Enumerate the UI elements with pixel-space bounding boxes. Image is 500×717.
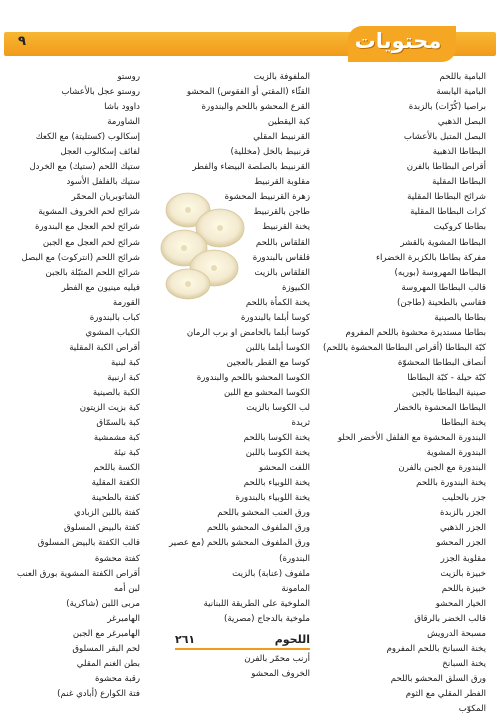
toc-entry: قلقاس بالبندورة: [252, 252, 310, 263]
toc-entry: يخنة البندورة باللحم: [416, 478, 486, 489]
toc-entry: كرات البطاطا المقلية: [410, 207, 486, 218]
toc-entry: جزر بالحليب: [442, 493, 486, 504]
toc-entry: زهرة القرنبيط المحشوة: [224, 192, 310, 203]
toc-entry: شرائح لحم العجل مع الجبن: [42, 237, 140, 248]
toc-entry: رقبة محشوة: [95, 673, 140, 684]
toc-entry: شرائح اللحم (انتركوت) مع البصل: [21, 252, 140, 263]
toc-entry: الكبيوزة: [281, 282, 310, 293]
toc-entry: لفائف إسكالوب العجل: [60, 147, 140, 158]
toc-entry: البصل الذهبي: [437, 117, 486, 128]
toc-entry: كفتة بالطحينة: [91, 493, 140, 504]
toc-entry: الكوسا أبلما باللبن: [245, 342, 310, 353]
toc-entry: كبة لبنية: [110, 357, 140, 368]
toc-entry: كفتة محشوة: [94, 553, 140, 564]
toc-entry: الجزر المحشو: [436, 538, 486, 549]
toc-entry: بطاطا بالصينية: [434, 312, 486, 323]
toc-entry: كفتة بالبيض المسلوق: [63, 523, 140, 534]
toc-entry: داوود باشا: [104, 102, 140, 113]
toc-entry: كبة نيئة: [113, 448, 140, 459]
toc-entry: البطاطا المقلية: [432, 177, 486, 188]
toc-entry: الكفتة المقلية: [91, 478, 140, 489]
toc-entry: ستيك بالفلفل الأسود: [66, 177, 140, 188]
toc-entry: القلقاس بالزيت: [254, 267, 310, 278]
toc-entry: كوسا أبلما بالحامض او برب الرمان: [186, 327, 310, 338]
banana-slices-image: [158, 190, 248, 300]
toc-entry: البندورة المحشوة مع الفلفل الأخضر الحلو: [337, 433, 486, 444]
toc-entry: ستيك اللحم (ستيك) مع الخردل: [29, 162, 140, 173]
toc-entry: ملفوف (عنابة) بالزيت: [232, 568, 310, 579]
toc-entry: روستو عجل بالأعشاب: [61, 87, 140, 98]
toc-entry: يخنة اللوبياء بالبندورة: [235, 493, 310, 504]
toc-entry: قالب الكفتة بالبيض المسلوق: [37, 538, 140, 549]
toc-entry: القورمة: [112, 297, 140, 308]
toc-entry: طاجن بالقرنبيط: [253, 207, 310, 218]
toc-column-left: [8, 70, 140, 702]
toc-column-right: [321, 70, 486, 717]
toc-entry: أقراص البطاطا بالفرن: [406, 162, 486, 173]
toc-entry: البامية اليابسة: [436, 87, 486, 98]
toc-entry: كفتة باللبن الزبادي: [73, 508, 140, 519]
toc-entry: البندورة المشوية: [426, 448, 486, 459]
toc-entry: البندورة مع الجبن بالفرن: [398, 463, 486, 474]
toc-entry: يخنة السبانخ باللحم المفروم: [386, 643, 486, 654]
toc-entry: الكوسا المحشو مع اللبن: [224, 387, 310, 398]
toc-entry: أرنب محمّر بالفرن: [244, 654, 310, 664]
toc-entry: ملوخية بالدجاج (مصرية): [224, 613, 310, 624]
section-title: اللحوم: [274, 633, 310, 646]
toc-entry: الخروف المحشو: [251, 669, 310, 680]
toc-entry: خبيزة باللحم: [441, 583, 486, 594]
toc-entry: البطاطا المشوية بالقشر: [400, 237, 486, 248]
toc-entry: يخنة الكوسا باللحم: [243, 433, 310, 444]
page-title: محتويات: [354, 29, 442, 53]
toc-entry: اللفت المحشو: [259, 463, 310, 474]
toc-entry: مقلوبة الجزر: [440, 553, 486, 564]
toc-entry: الجزر الذهبي: [440, 523, 486, 534]
toc-entry: كوسا أبلما بالبندورة: [240, 312, 310, 323]
section-rule: [175, 648, 310, 650]
toc-entry: البطاطا الذهبية: [432, 147, 486, 158]
toc-entry: شرائح البطاطا المقلية: [407, 192, 486, 203]
toc-entry: الهامبرغر مع الجبن: [72, 628, 140, 639]
toc-entry: ورق الملفوف المحشو باللحم: [206, 523, 310, 534]
toc-entry: يخنة القرنبيط: [262, 222, 310, 233]
toc-entry: لب الكوسا بالزيت: [246, 403, 310, 414]
toc-column-middle: [160, 70, 310, 627]
toc-entry: براصيا (كُرّات) بالزبدة: [408, 102, 486, 113]
toc-entry: البصل المتبل بالأعشاب: [403, 132, 486, 143]
toc-entry: القرنبيط المقلي: [253, 132, 310, 143]
toc-entry: فقاسي بالطحينة (طاجن): [397, 297, 486, 308]
toc-column-middle-meat: [160, 652, 310, 682]
toc-entry: الجزر بالزبدة: [440, 508, 486, 519]
toc-entry: المكوّب: [458, 703, 486, 714]
toc-entry: فتة الكوارع (أبادي غنم): [57, 688, 140, 699]
toc-entry: الكسة باللحم: [93, 463, 140, 474]
toc-entry: كبة ارنبية: [107, 372, 140, 383]
toc-entry: الكوسا المحشو باللحم والبندورة: [196, 372, 310, 383]
toc-entry: بطن الغنم المقلي: [76, 658, 140, 669]
toc-entry: قرنبيط بالخل (مخللية): [230, 147, 310, 158]
toc-entry: كباب بالبندورة: [89, 312, 140, 323]
toc-entry: مقلوبة القرنبيط: [254, 177, 310, 188]
toc-entry: القثّاء (المقتي أو الفقوس) المحشو: [186, 87, 310, 98]
header: [4, 26, 496, 62]
toc-entry: ورق الملفوف المحشو باللحم (مع عصير: [169, 538, 310, 549]
toc-entry: صينية البطاطا بالجبن: [411, 387, 486, 398]
toc-entry: ورق السلق المحشو باللحم: [390, 673, 486, 684]
toc-entry: مفركة بطاطا بالكزبرة الخضراء: [375, 252, 486, 263]
toc-entry: يخنة اللوبياء باللحم: [243, 478, 310, 489]
toc-entry: كبّة حيلة - كبّة البطاطا: [407, 372, 486, 383]
toc-entry: كبة اليقطين: [267, 117, 310, 128]
toc-entry: الخيار المحشو: [435, 598, 486, 609]
toc-entry: شرائح اللحم المتبّلة بالجبن: [45, 267, 140, 278]
toc-entry: القرع المحشو باللحم والبندورة: [201, 102, 310, 113]
toc-entry: شرائح لحم العجل مع البندورة: [35, 222, 140, 233]
section-heading-meat: [175, 633, 310, 649]
toc-entry: يخنة الكوسا باللبن: [245, 448, 310, 459]
toc-entry: القرنبيط بالصلصة البيضاء والفطر: [192, 162, 310, 173]
page-number: ٩: [18, 34, 26, 49]
toc-entry: يخنة البطاطا: [441, 418, 486, 429]
toc-entry: كبة بالسمّاق: [96, 418, 140, 429]
toc-entry: الشاتوبريان المحمّر: [71, 192, 140, 203]
toc-entry: البطاطا المحشوة بالخضار: [394, 403, 486, 414]
toc-entry: بطاطا مستديرة محشوة باللحم المفروم: [345, 327, 486, 338]
toc-entry: البامية باللحم: [439, 72, 486, 82]
toc-entry: الكباب المشوي: [85, 327, 140, 338]
toc-entry: روستو: [117, 72, 140, 82]
toc-entry: إسكالوب (كستليتة) مع الكعك: [35, 132, 140, 143]
toc-entry: الشاورمة: [107, 117, 140, 128]
toc-entry: البندورة): [279, 553, 310, 564]
toc-entry: لحم البقر المسلوق: [72, 643, 140, 654]
toc-entry: الهامبرغر: [107, 613, 140, 624]
toc-entry: قالب الخضر بالرقاق: [414, 613, 486, 624]
toc-entry: أنصاف البطاطا المحشوّة: [397, 357, 486, 368]
toc-entry: أقراص الكبة المقلية: [69, 342, 140, 353]
toc-entry: القلقاس باللحم: [255, 237, 310, 248]
toc-entry: كبة مشمشية: [93, 433, 140, 444]
toc-entry: خبيزة بالزيت: [440, 568, 486, 579]
toc-entry: قالب البطاطا المهروسة: [401, 282, 486, 293]
toc-entry: يخنة السبانخ: [442, 658, 486, 669]
toc-entry: الملوخية على الطريقة اللبنانية: [203, 598, 310, 609]
toc-entry: الملفوفة بالزيت: [253, 72, 310, 82]
toc-entry: يخنة الكمأة باللحم: [245, 297, 310, 308]
section-page-number: ٢٦١: [175, 633, 196, 646]
toc-entry: لبن أمه: [113, 583, 140, 594]
toc-entry: ورق العنب المحشو باللحم: [217, 508, 310, 519]
toc-entry: البطاطا المهروسة (بوريه): [394, 267, 486, 278]
toc-entry: الفطر المقلي مع الثوم: [405, 688, 486, 699]
toc-entry: بطاطا كروكيت: [433, 222, 486, 233]
toc-entry: الكبة بالصينية: [92, 387, 140, 398]
toc-entry: كوسا مع القطر بالعجين: [226, 357, 310, 368]
toc-entry: كبّة البطاطا (أقراص البطاطا المحشوة باللحم): [323, 342, 486, 353]
toc-entry: أقراص الكفتة المشوية بورق العنب: [16, 568, 140, 579]
toc-entry: مربى اللبن (شاكرية): [66, 598, 140, 609]
toc-entry: المامونة: [281, 583, 310, 594]
toc-entry: فيليه مينيون مع الفطر: [61, 282, 140, 293]
toc-entry: ثريدة: [291, 418, 310, 429]
toc-entry: مسبحة الدرويش: [427, 628, 486, 639]
toc-entry: شرائح لحم الخروف المشوية: [38, 207, 140, 218]
toc-entry: كبة بزيت الزيتون: [79, 403, 140, 414]
